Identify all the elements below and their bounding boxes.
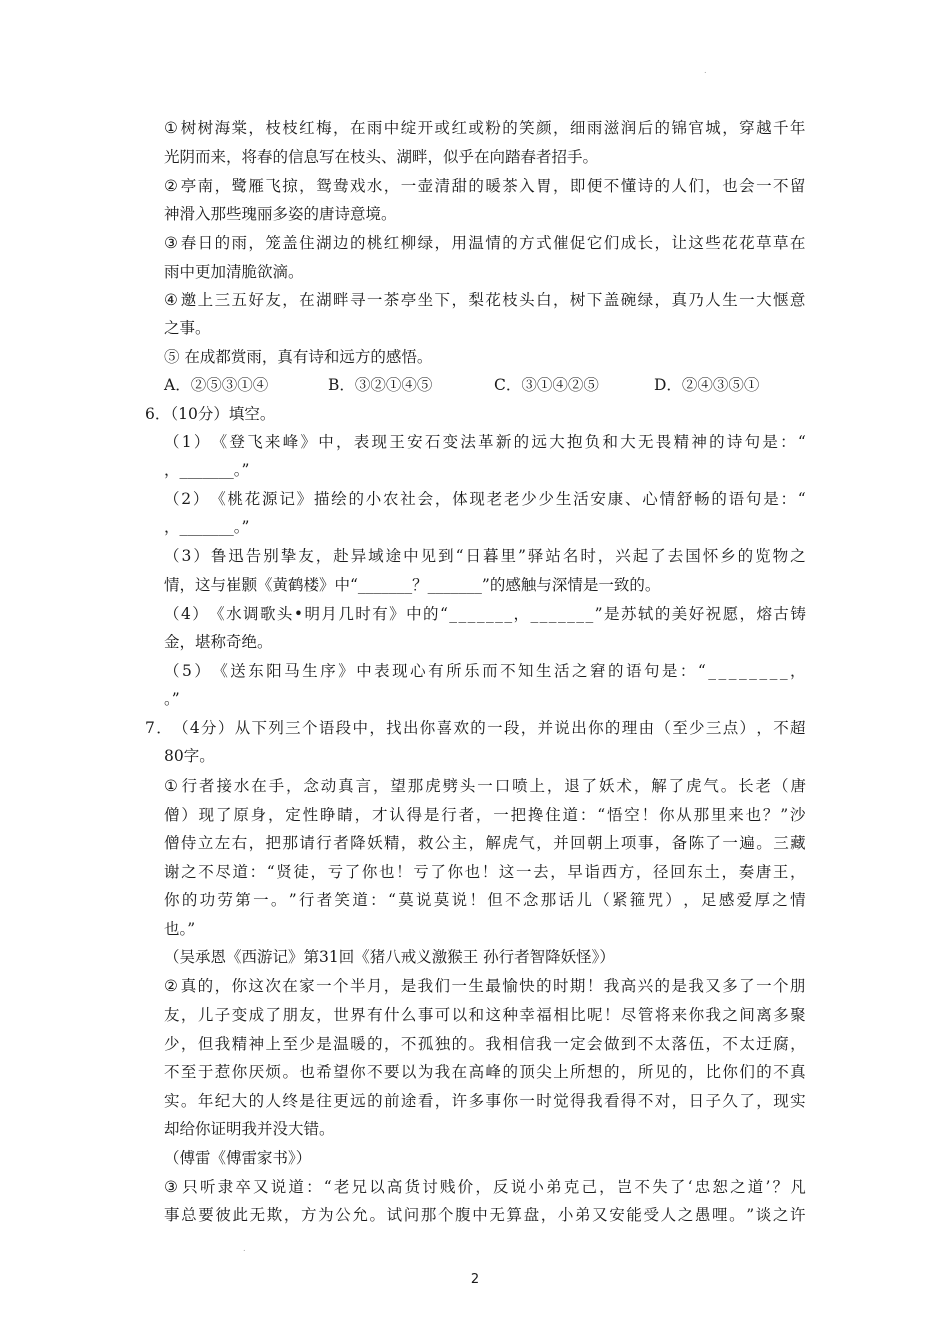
- q6-part-2-line-2[interactable]: ，_______。”: [164, 518, 250, 536]
- q7-passage-2-line-3: 少 ， 但 我 精 神 上 至 少 是 温 暖 的 ， 不 孤 独 的 。 我 相 信 我 一 定 会 做 到 不 太 落 伍 ， 不 太 迂 腐 ，: [164, 1035, 806, 1053]
- q6-part-1-line-2[interactable]: ，_______。”: [164, 461, 250, 479]
- q6-part-3-line-2[interactable]: 情，这与崔颢《黄鹤楼》中“_______？_______”的感触与深情是一致的。: [164, 576, 661, 594]
- q6-header: 6．（10分）填空。: [145, 405, 276, 423]
- q5-option-c[interactable]: C．③①④②⑤: [494, 376, 599, 394]
- scan-dot: .: [243, 1244, 246, 1253]
- q7-passage-3-line-2: 事 总 要 彼 此 无 欺 ， 方 为 公 允 。 试 问 那 个 腹 中 无 算 盘 ， 小 弟 又 安 能 受 人 之 愚 哩 。 ” 谈 之 许: [164, 1206, 806, 1224]
- q6-part-5-line-1[interactable]: （ 5 ） 《 送 东 阳 马 生 序 》 中 表 现 心 有 所 乐 而 不 知 生 活 之 窘 的 语 句 是 ： “ _ _ _ _ _ _ _ _ ，: [164, 662, 806, 680]
- q7-passage-1-line-3: 僧 侍 立 左 右 ， 把 那 请 行 者 降 妖 精 ， 救 公 主 ， 解 虎 气 ， 并 回 朝 上 项 事 ， 备 陈 了 一 遍 。 三 藏: [164, 834, 806, 852]
- q6-part-2-line-1: （ 2 ） 《 桃 花 源 记 》 描 绘 的 小 农 社 会 ， 体 现 老 老 少 少 生 活 安 康 、 心 情 舒 畅 的 语 句 是 ： “: [164, 490, 806, 508]
- q7-passage-1-line-6: 也。”: [164, 920, 196, 938]
- q7-passage-2-line-5: 实 。 年 纪 大 的 人 终 是 往 更 远 的 前 途 看 ， 许 多 事 你 一 时 觉 得 我 看 得 不 对 ， 日 子 久 了 ， 现 实: [164, 1092, 806, 1110]
- scan-dot: .: [704, 66, 707, 75]
- q5-item-4-line-1: ④ 邀 上 三 五 好 友 ， 在 湖 畔 寻 一 茶 亭 坐 下 ， 梨 花 枝 头 白 ， 树 下 盖 碗 绿 ， 真 乃 人 生 一 大 惬 意: [164, 291, 806, 309]
- q5-item-3-line-1: ③ 春 日 的 雨 ， 笼 盖 住 湖 边 的 桃 红 柳 绿 ， 用 温 情 的 方 式 催 促 它 们 成 长 ， 让 这 些 花 花 草 草 在: [164, 234, 806, 252]
- q7-passage-2-line-6: 却给你证明我并没大错。: [164, 1120, 335, 1138]
- q5-item-1-line-2: 光阴而来，将春的信息写在枝头、湖畔，似乎在向踏春者招手。: [164, 148, 599, 166]
- q6-part-3-line-1: （ 3 ） 鲁 迅 告 别 挚 友 ， 赴 异 域 途 中 见 到 “ 日 暮 里 ” 驿 站 名 时 ， 兴 起 了 去 国 怀 乡 的 览 物 之: [164, 547, 806, 565]
- q7-passage-2-line-1: ② 真 的 ， 你 这 次 在 家 一 个 半 月 ， 是 我 们 一 生 最 愉 快 的 时 期 ！ 我 高 兴 的 是 我 又 多 了 一 个 朋: [164, 977, 806, 995]
- q5-option-a[interactable]: A．②⑤③①④: [164, 376, 269, 394]
- q5-item-1-line-1: ① 树 树 海 棠 ， 枝 枝 红 梅 ， 在 雨 中 绽 开 或 红 或 粉 的 笑 颜 ， 细 雨 滋 润 后 的 锦 官 城 ， 穿 越 千 年: [164, 119, 806, 137]
- q5-item-4-line-2: 之事。: [164, 319, 211, 337]
- q7-passage-1-line-1: ① 行 者 接 水 在 手 ， 念 动 真 言 ， 望 那 虎 劈 头 一 口 喷 上 ， 退 了 妖 术 ， 解 了 虎 气 。 长 老 （ 唐: [164, 777, 806, 795]
- q6-part-4-line-2: 金，堪称奇绝。: [164, 633, 273, 651]
- q5-option-b[interactable]: B．③②①④⑤: [328, 376, 433, 394]
- q5-item-2-line-2: 神滑入那些瑰丽多姿的唐诗意境。: [164, 205, 397, 223]
- page-number: 2: [470, 1272, 480, 1287]
- q5-item-3-line-2: 雨中更加清脆欲滴。: [164, 263, 304, 281]
- q6-part-5-line-2: 。”: [164, 690, 180, 708]
- q5-item-5: ⑤ 在成都赏雨，真有诗和远方的感悟。: [164, 348, 433, 366]
- q7-passage-2-line-4: 不 至 于 惹 你 厌 烦 。 也 希 望 你 不 要 以 为 我 在 高 峰 的 顶 尖 上 所 想 的 ， 所 见 的 ， 比 你 们 的 不 真: [164, 1063, 806, 1081]
- q7-passage-2-source: （傅雷《傅雷家书》）: [164, 1149, 312, 1167]
- q7-passage-2-line-2: 友 ， 儿 子 变 成 了 朋 友 ， 世 界 有 什 么 事 可 以 和 这 种 幸 福 相 比 呢 ！ 尽 管 将 来 你 我 之 间 离 多 聚: [164, 1006, 806, 1024]
- q5-option-d[interactable]: D．②④③⑤①: [654, 376, 760, 394]
- q7-passage-3-line-1: ③ 只 听 隶 卒 又 说 道 ： “ 老 兄 以 高 货 讨 贱 价 ， 反 说 小 弟 克 己 ， 岂 不 失 了 ‘ 忠 恕 之 道 ’ ？ 凡: [164, 1178, 806, 1196]
- q6-part-4-line-1[interactable]: （ 4 ） 《 水 调 歌 头 • 明 月 几 时 有 》 中 的 “ _ _ _ _ _ _ _ ， _ _ _ _ _ _ _ ” 是 苏 轼 的 美 好 祝 愿 ， 熔 古 铸: [164, 605, 806, 623]
- q7-passage-1-line-4: 谢 之 不 尽 道 ： “ 贤 徒 ， 亏 了 你 也 ！ 亏 了 你 也 ！ 这 一 去 ， 早 诣 西 方 ， 径 回 东 土 ， 奏 唐 王 ，: [164, 863, 806, 881]
- q7-passage-1-line-5: 你 的 功 劳 第 一 。 ” 行 者 笑 道 ： “ 莫 说 莫 说 ！ 但 不 念 那 话 儿 （ 紧 箍 咒 ） ， 足 感 爱 厚 之 情: [164, 891, 806, 909]
- q6-part-1-line-1: （ 1 ） 《 登 飞 来 峰 》 中 ， 表 现 王 安 石 变 法 革 新 的 远 大 抱 负 和 大 无 畏 精 神 的 诗 句 是 ： “: [164, 433, 806, 451]
- q7-header-line-2: 80字。: [164, 747, 215, 765]
- q7-header-line-1: 7 ． （ 4 分 ） 从 下 列 三 个 语 段 中 ， 找 出 你 喜 欢 的 一 段 ， 并 说 出 你 的 理 由 （ 至 少 三 点 ） ， 不 超: [145, 719, 806, 737]
- q7-passage-1-source: （吴承恩《西游记》第31回《猪八戒义激猴王 孙行者智降妖怪》）: [164, 948, 615, 966]
- q5-item-2-line-1: ② 亭 南 ， 鹭 雁 飞 掠 ， 鸳 鸯 戏 水 ， 一 壶 清 甜 的 暖 茶 入 胃 ， 即 便 不 懂 诗 的 人 们 ， 也 会 一 不 留: [164, 177, 806, 195]
- q7-passage-1-line-2: 僧 ） 现 了 原 身 ， 定 性 睁 睛 ， 才 认 得 是 行 者 ， 一 把 搀 住 道 ： “ 悟 空 ！ 你 从 那 里 来 也 ？ ” 沙: [164, 806, 806, 824]
